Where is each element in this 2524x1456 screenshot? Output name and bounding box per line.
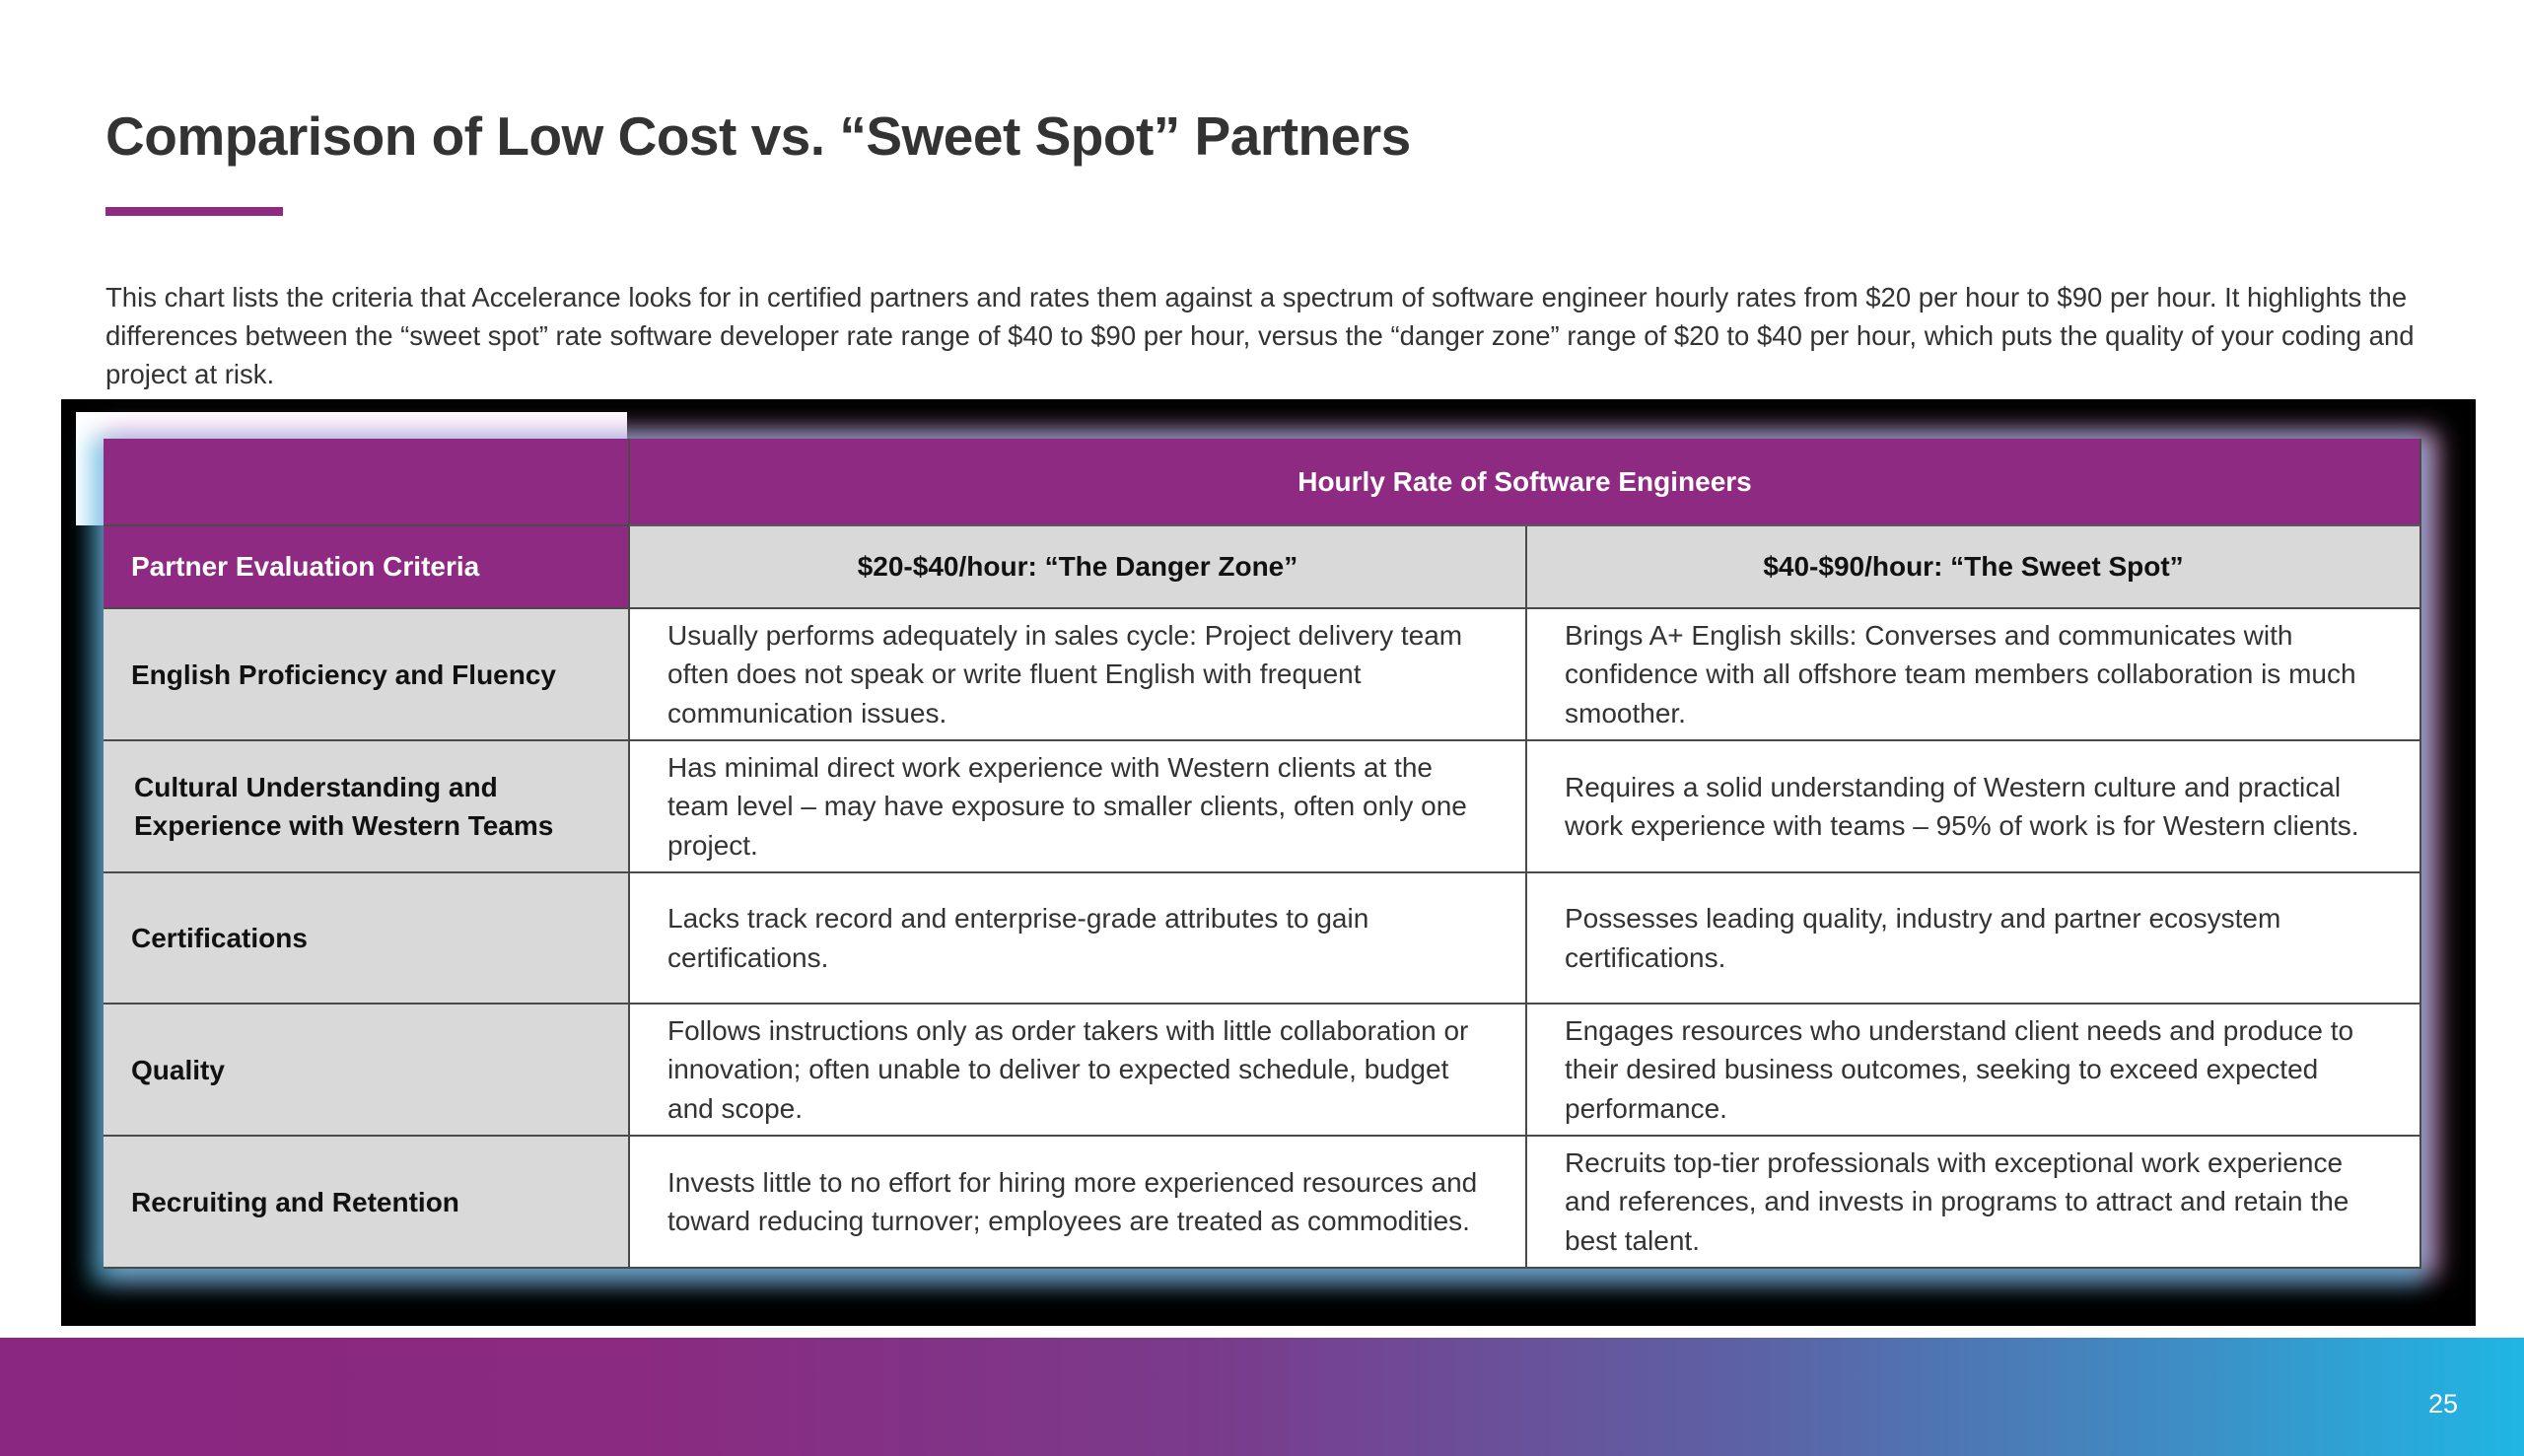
criterion-recruiting: Recruiting and Retention: [104, 1137, 628, 1269]
criterion-quality: Quality: [104, 1005, 628, 1137]
criterion-cultural: Cultural Understanding and Experience with Western Teams: [104, 741, 628, 873]
danger-cultural: Has minimal direct work experience with Western clients at the team level – may have exposure to smaller clients, often only one project.: [628, 741, 1525, 873]
danger-recruiting: Invests little to no effort for hiring more experienced resources and toward reducing turnover; employees are treated as commodities.: [628, 1137, 1525, 1269]
danger-zone-header: $20-$40/hour: “The Danger Zone”: [628, 526, 1525, 609]
slide-title: Comparison of Low Cost vs. “Sweet Spot” Partners: [105, 105, 1411, 167]
sweet-certifications: Possesses leading quality, industry and partner ecosystem certifications.: [1525, 873, 2421, 1005]
page-number: 25: [2427, 1389, 2458, 1419]
criteria-column-header: Partner Evaluation Criteria: [104, 526, 628, 609]
sweet-cultural: Requires a solid understanding of Western culture and practical work experience with teams – 95% of work is for Western clients.: [1525, 741, 2421, 873]
intro-paragraph: This chart lists the criteria that Accelerance looks for in certified partners and rates them against a spectrum of software engineer hourly rates from $20 per hour to $90 per hour. It highlights the differences between the “sweet spot” rate software developer rate range of $40 to $90 per hour, versus the “danger zone” range of $20 to $40 per hour, which puts the quality of your coding and project at risk.: [105, 282, 2415, 389]
sweet-recruiting: Recruits top-tier professionals with exceptional work experience and references, and invests in programs to attract and retain the best talent.: [1525, 1137, 2421, 1269]
title-underline: [105, 207, 283, 216]
hourly-rate-header: Hourly Rate of Software Engineers: [628, 439, 2421, 526]
danger-certifications: Lacks track record and enterprise-grade attributes to gain certifications.: [628, 873, 1525, 1005]
footer-gradient-band: [0, 1338, 2524, 1456]
sweet-spot-header: $40-$90/hour: “The Sweet Spot”: [1525, 526, 2421, 609]
sweet-english: Brings A+ English skills: Converses and communicates with confidence with all offshore team members collaboration is much smoother.: [1525, 609, 2421, 741]
danger-english: Usually performs adequately in sales cycle: Project delivery team often does not speak or write fluent English with frequent communication issues.: [628, 609, 1525, 741]
sweet-quality: Engages resources who understand client needs and produce to their desired business outcomes, seeking to exceed expected performance.: [1525, 1005, 2421, 1137]
header-blank-cell: [104, 439, 628, 526]
criterion-english: English Proficiency and Fluency: [104, 609, 628, 741]
comparison-table: [104, 439, 2421, 1269]
danger-quality: Follows instructions only as order takers with little collaboration or innovation; often unable to deliver to expected schedule, budget and scope.: [628, 1005, 1525, 1137]
criterion-certifications: Certifications: [104, 873, 628, 1005]
